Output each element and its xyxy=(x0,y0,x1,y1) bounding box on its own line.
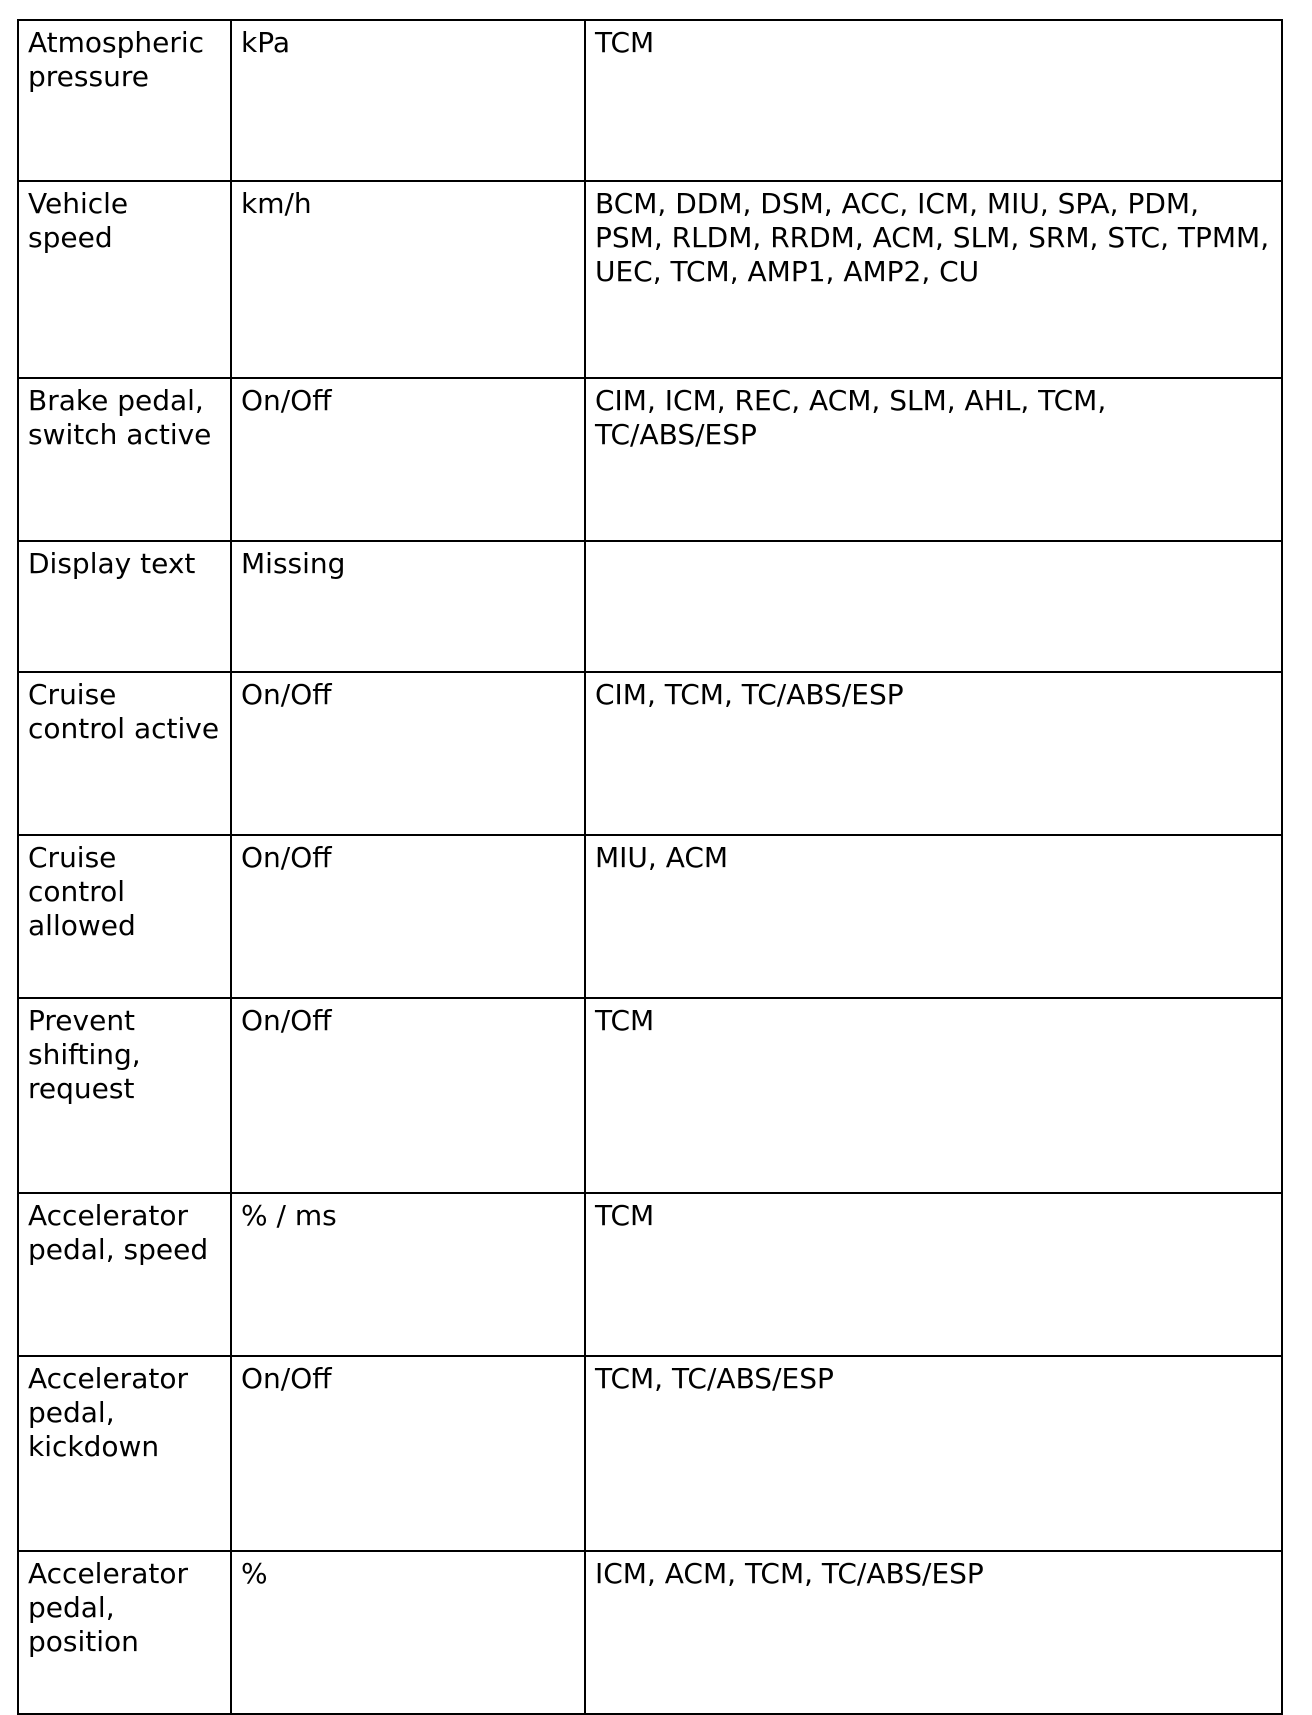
signal-name-cell: Brake pedal, switch active xyxy=(18,378,231,541)
signal-name-cell: Accelerator pedal, speed xyxy=(18,1193,231,1356)
modules-cell: TCM, TC/ABS/ESP xyxy=(585,1356,1282,1551)
modules-cell: CIM, ICM, REC, ACM, SLM, AHL, TCM, TC/ABS/ESP xyxy=(585,378,1282,541)
signal-name-cell: Cruise control allowed xyxy=(18,835,231,998)
unit-cell: km/h xyxy=(231,181,585,378)
table-row xyxy=(18,378,1282,541)
table-row xyxy=(18,20,1282,181)
unit-cell: % / ms xyxy=(231,1193,585,1356)
signal-name-cell: Prevent shifting, request xyxy=(18,998,231,1193)
unit-cell: On/Off xyxy=(231,835,585,998)
signal-name-cell: Vehicle speed xyxy=(18,181,231,378)
modules-cell: BCM, DDM, DSM, ACC, ICM, MIU, SPA, PDM, PSM, RLDM, RRDM, ACM, SLM, SRM, STC, TPMM, UEC, TCM, AMP1, AMP2, CU xyxy=(585,181,1282,378)
signal-name-cell: Cruise control active xyxy=(18,672,231,835)
unit-cell: On/Off xyxy=(231,672,585,835)
signal-name-cell: Atmospheric pressure xyxy=(18,20,231,181)
table-row xyxy=(18,672,1282,835)
modules-cell: TCM xyxy=(585,1193,1282,1356)
signal-name-cell: Accelerator pedal, position xyxy=(18,1551,231,1714)
unit-cell: kPa xyxy=(231,20,585,181)
table-row xyxy=(18,1356,1282,1551)
unit-cell: % xyxy=(231,1551,585,1714)
signal-name-cell: Accelerator pedal, kickdown xyxy=(18,1356,231,1551)
table-row xyxy=(18,541,1282,672)
modules-cell: MIU, ACM xyxy=(585,835,1282,998)
modules-cell: CIM, TCM, TC/ABS/ESP xyxy=(585,672,1282,835)
modules-cell xyxy=(585,541,1282,672)
signal-name-cell: Display text xyxy=(18,541,231,672)
modules-cell: ICM, ACM, TCM, TC/ABS/ESP xyxy=(585,1551,1282,1714)
modules-cell: TCM xyxy=(585,20,1282,181)
signal-table xyxy=(17,19,1283,1715)
unit-cell: On/Off xyxy=(231,998,585,1193)
unit-cell: On/Off xyxy=(231,378,585,541)
unit-cell: Missing xyxy=(231,541,585,672)
table-row xyxy=(18,998,1282,1193)
modules-cell: TCM xyxy=(585,998,1282,1193)
table-row xyxy=(18,181,1282,378)
unit-cell: On/Off xyxy=(231,1356,585,1551)
table-row xyxy=(18,835,1282,998)
table-row xyxy=(18,1551,1282,1714)
table-body xyxy=(18,20,1282,1714)
table-row xyxy=(18,1193,1282,1356)
